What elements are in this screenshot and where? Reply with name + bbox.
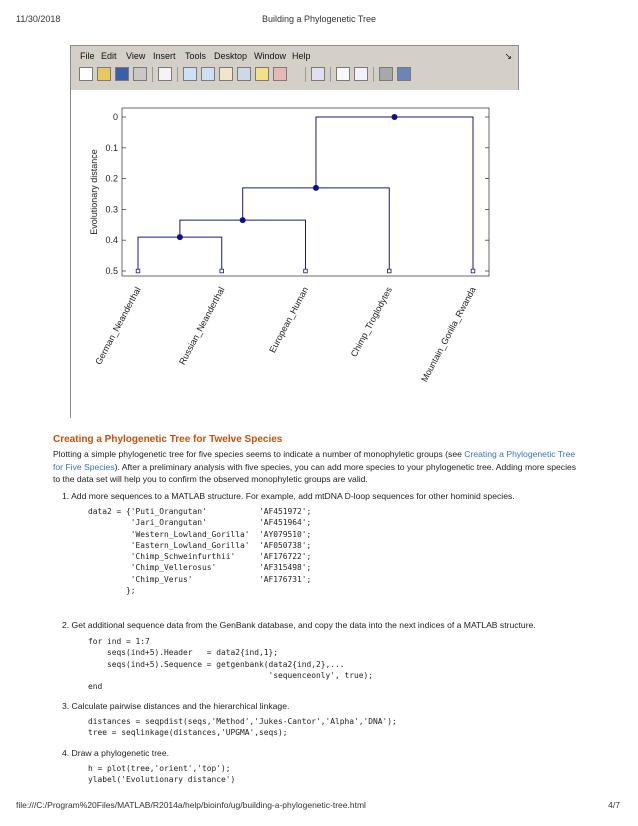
dendrogram-chart bbox=[71, 46, 520, 419]
footer-url: file:///C:/Program%20Files/MATLAB/R2014a/help/bioinfo/ug/building-a-phylogenetic-tree.html bbox=[16, 800, 366, 810]
matlab-figure-window bbox=[70, 45, 519, 418]
leaf-node bbox=[220, 269, 224, 273]
menu-file[interactable]: File bbox=[80, 51, 95, 61]
leaf-node bbox=[136, 269, 140, 273]
y-axis-label: Evolutionary distance bbox=[89, 149, 99, 235]
step-3-text: 3. Calculate pairwise distances and the hierarchical linkage. bbox=[62, 701, 290, 711]
leaf-label: Mountain_Gorilla_Rwanda bbox=[419, 285, 478, 384]
y-tick-label: 0.2 bbox=[105, 173, 118, 184]
menu-window[interactable]: Window bbox=[254, 51, 287, 61]
leaf-node bbox=[471, 269, 475, 273]
step-2-text: 2. Get additional sequence data from the GenBank database, and copy the data into the next indices of a MATLAB structure. bbox=[62, 620, 536, 630]
leaf-node bbox=[304, 269, 308, 273]
print-date: 11/30/2018 bbox=[16, 14, 61, 24]
leaf-label: German_Neanderthal bbox=[93, 285, 143, 367]
branch-node bbox=[177, 234, 183, 240]
y-tick-label: 0 bbox=[112, 112, 118, 122]
menu-edit[interactable]: Edit bbox=[101, 51, 117, 61]
menu-insert[interactable]: Insert bbox=[153, 51, 176, 61]
step-4-text: 4. Draw a phylogenetic tree. bbox=[62, 748, 170, 758]
y-tick-label: 0.5 bbox=[105, 266, 118, 276]
menu-view[interactable]: View bbox=[126, 51, 146, 61]
step-2-code: for ind = 1:7 seqs(ind+5).Header = data2{ind,1}; seqs(ind+5).Sequence = getgenbank(data2{ind,2},... 'sequenceonly', true); end bbox=[88, 637, 374, 692]
print-title: Building a Phylogenetic Tree bbox=[261, 14, 377, 24]
para-text-after: ). After a preliminary analysis with five species, you can add more species to your phylogenetic tree. Adding more species to the data set will help you to confirm the observed monophyletic groups are valid. bbox=[53, 461, 577, 484]
branch-node bbox=[313, 185, 319, 191]
para-text-before: Plotting a simple phylogenetic tree for five species seems to indicate a number of monophyletic groups (see bbox=[53, 449, 465, 459]
page-number: 4/7 bbox=[608, 800, 620, 810]
step-1-code: data2 = {'Puti_Orangutan' 'AF451972'; 'Jari_Orangutan' 'AF451964'; 'Western_Lowland_Gorilla' 'AY079510'; 'Eastern_Lowland_Gorilla' 'AF050738'; 'Chimp_Schweinfurthii' 'AF176722'; 'Chimp_Vellerosus' 'AF315498'; 'Chimp_Verus' 'AF176731'; }; bbox=[88, 507, 312, 596]
leaf-node bbox=[387, 269, 391, 273]
section-heading: Creating a Phylogenetic Tree for Twelve Species bbox=[53, 434, 283, 445]
menu-help[interactable]: Help bbox=[292, 51, 311, 61]
intro-paragraph bbox=[53, 448, 583, 486]
step-4-code: h = plot(tree,'orient','top'); ylabel('Evolutionary distance') bbox=[88, 764, 236, 785]
leaf-label: Chimp_Troglodytes bbox=[348, 285, 395, 359]
five-species-link[interactable]: Creating a Phylogenetic Tree for Five Species bbox=[53, 449, 576, 472]
leaf-label: European_Human bbox=[267, 285, 311, 355]
menu-tools[interactable]: Tools bbox=[185, 51, 207, 61]
leaf-label: Russian_Neanderthal bbox=[177, 285, 227, 367]
y-tick-label: 0.3 bbox=[105, 204, 118, 215]
menu-desktop[interactable]: Desktop bbox=[214, 51, 248, 61]
dock-arrow-icon[interactable]: ↘ bbox=[504, 51, 512, 61]
branch-node bbox=[391, 114, 397, 120]
y-tick-label: 0.4 bbox=[105, 235, 118, 246]
y-tick-label: 0.1 bbox=[105, 142, 118, 153]
branch-node bbox=[240, 217, 246, 223]
step-3-code: distances = seqpdist(seqs,'Method','Jukes-Cantor','Alpha','DNA'); tree = seqlinkage(distances,'UPGMA',seqs); bbox=[88, 717, 397, 738]
step-1-text: 1. Add more sequences to a MATLAB structure. For example, add mtDNA D-loop sequences for other hominid species. bbox=[62, 491, 515, 501]
